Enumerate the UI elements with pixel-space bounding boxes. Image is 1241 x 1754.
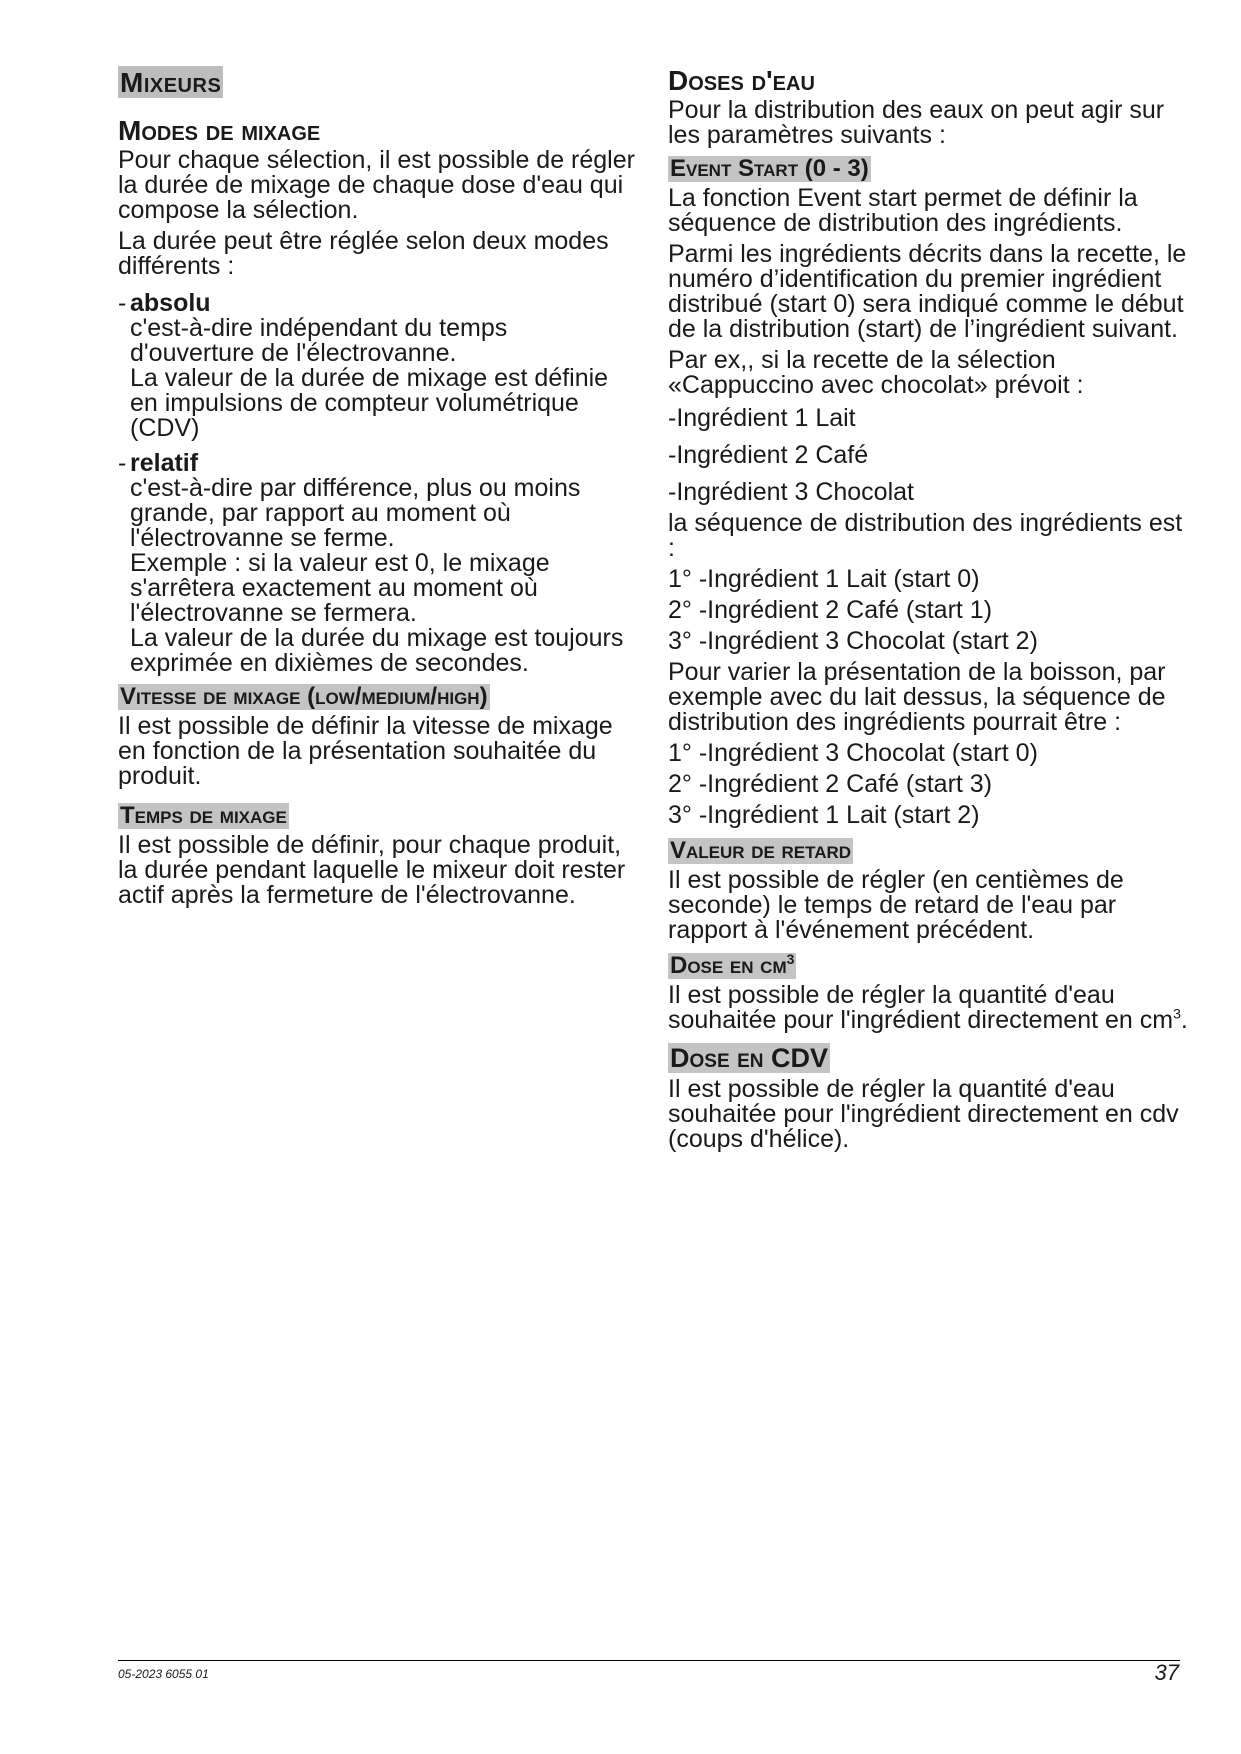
relatif-term: relatif (130, 449, 199, 477)
subsection-title-retard: Valeur de retard (670, 837, 852, 864)
subsection-title-event-start: Event Start (0 - 3) (670, 155, 869, 182)
relatif-item: - relatif c'est-à-dire par différence, plus ou moins grande, par rapport au moment où l'électrovanne se ferme. Exemple : si la valeur est 0, le mixage s'arrêtera exactement au moment où l'électrovanne se fermera. La valeur de la durée du mixage est toujours exprimée en dixièmes de secondes. (118, 451, 638, 676)
list-item: 1° -Ingrédient 3 Chocolat (start 0) (668, 739, 1038, 767)
subsection-title-modes: Modes de mixage (118, 115, 321, 146)
list-item: 1° -Ingrédient 1 Lait (start 0) (668, 565, 980, 593)
event-paragraph-1: La fonction Event start permet de définir la séquence de distribution des ingrédients. (668, 184, 1138, 237)
absolu-term: absolu (130, 289, 211, 317)
subsection-title-vitesse: Vitesse de mixage (low/medium/high) (120, 683, 488, 710)
list-item: 3° -Ingrédient 3 Chocolat (start 2) (668, 627, 1038, 655)
event-paragraph-3: Par ex,, si la recette de la sélection «Cappuccino avec chocolat» prévoit : (668, 346, 1084, 399)
page-number: 37 (1154, 1660, 1179, 1685)
vitesse-text: Il est possible de définir la vitesse de mixage en fonction de la présentation souhaitée du produit. (118, 712, 613, 790)
absolu-text-1: c'est-à-dire indépendant du temps d'ouverture de l'électrovanne. (130, 314, 508, 367)
sequence-list-1 (668, 567, 1188, 654)
retard-text: Il est possible de régler (en centièmes de seconde) le temps de retard de l'eau par rapport à l'événement précédent. (668, 866, 1124, 944)
modes-paragraph-1: Pour chaque sélection, il est possible de régler la durée de mixage de chaque dose d'eau qui compose la sélection. (118, 146, 635, 224)
subsection-title-temps: Temps de mixage (120, 802, 287, 829)
sequence-list-2 (668, 741, 1188, 828)
left-column (118, 66, 638, 908)
document-reference: 05-2023 6055 01 (118, 1667, 209, 1681)
list-item: 3° -Ingrédient 1 Lait (start 2) (668, 801, 980, 829)
modes-paragraph-2: La durée peut être réglée selon deux modes différents : (118, 227, 609, 280)
relatif-text-2: Exemple : si la valeur est 0, le mixage s'arrêtera exactement au moment où l'électrovanne se fermera. (130, 549, 550, 627)
list-item: -Ingrédient 3 Chocolat (668, 478, 914, 506)
subsection-title-dose-cm3: Dose en $cm^3$ (670, 951, 795, 979)
section-title-mixeurs: Mixeurs (120, 67, 222, 98)
list-item: -Ingrédient 1 Lait (668, 404, 856, 432)
temps-text: Il est possible de définir, pour chaque produit, la durée pendant laquelle le mixeur doit rester actif après la fermeture de l'électrovanne. (118, 831, 626, 909)
right-column (668, 66, 1188, 1152)
absolu-text-2: La valeur de la durée de mixage est définie en impulsions de compteur volumétrique (CDV) (130, 364, 609, 442)
vary-text: Pour varier la présentation de la boisson, par exemple avec du lait dessus, la séquence de distribution des ingrédients pourrait être : (668, 658, 1166, 736)
dose-cdv-text: Il est possible de régler la quantité d'eau souhaitée pour l'ingrédient directement en cdv (coups d'hélice). (668, 1075, 1179, 1153)
relatif-text-3: La valeur de la durée du mixage est toujours exprimée en dixièmes de secondes. (130, 624, 624, 677)
event-paragraph-2: Parmi les ingrédients décrits dans la recette, le numéro d’identification du premier ingrédient distribué (start 0) sera indiqué comme le début de la distribution (start) de l’ingrédient suivant. (668, 240, 1187, 343)
recipe-list (668, 406, 1188, 505)
list-item: -Ingrédient 2 Café (668, 441, 869, 469)
absolu-item: - absolu c'est-à-dire indépendant du temps d'ouverture de l'électrovanne. La valeur de la durée de mixage est définie en impulsions de compteur volumétrique (CDV) (118, 291, 638, 441)
list-item: 2° -Ingrédient 2 Café (start 1) (668, 596, 993, 624)
subsection-title-dose-cdv: Dose en CDV (670, 1043, 829, 1073)
sequence-intro: la séquence de distribution des ingrédients est : (668, 509, 1183, 562)
footer-divider (118, 1660, 1180, 1661)
relatif-text-1: c'est-à-dire par différence, plus ou moins grande, par rapport au moment où l'électrovanne se ferme. (130, 474, 581, 552)
doses-intro: Pour la distribution des eaux on peut agir sur les paramètres suivants : (668, 96, 1165, 149)
dose-cm3-text: Il est possible de régler la quantité d'eau souhaitée pour l'ingrédient directement en $cm^3$. (668, 981, 1188, 1034)
section-title-doses: Doses d'eau (668, 65, 815, 96)
list-item: 2° -Ingrédient 2 Café (start 3) (668, 770, 993, 798)
